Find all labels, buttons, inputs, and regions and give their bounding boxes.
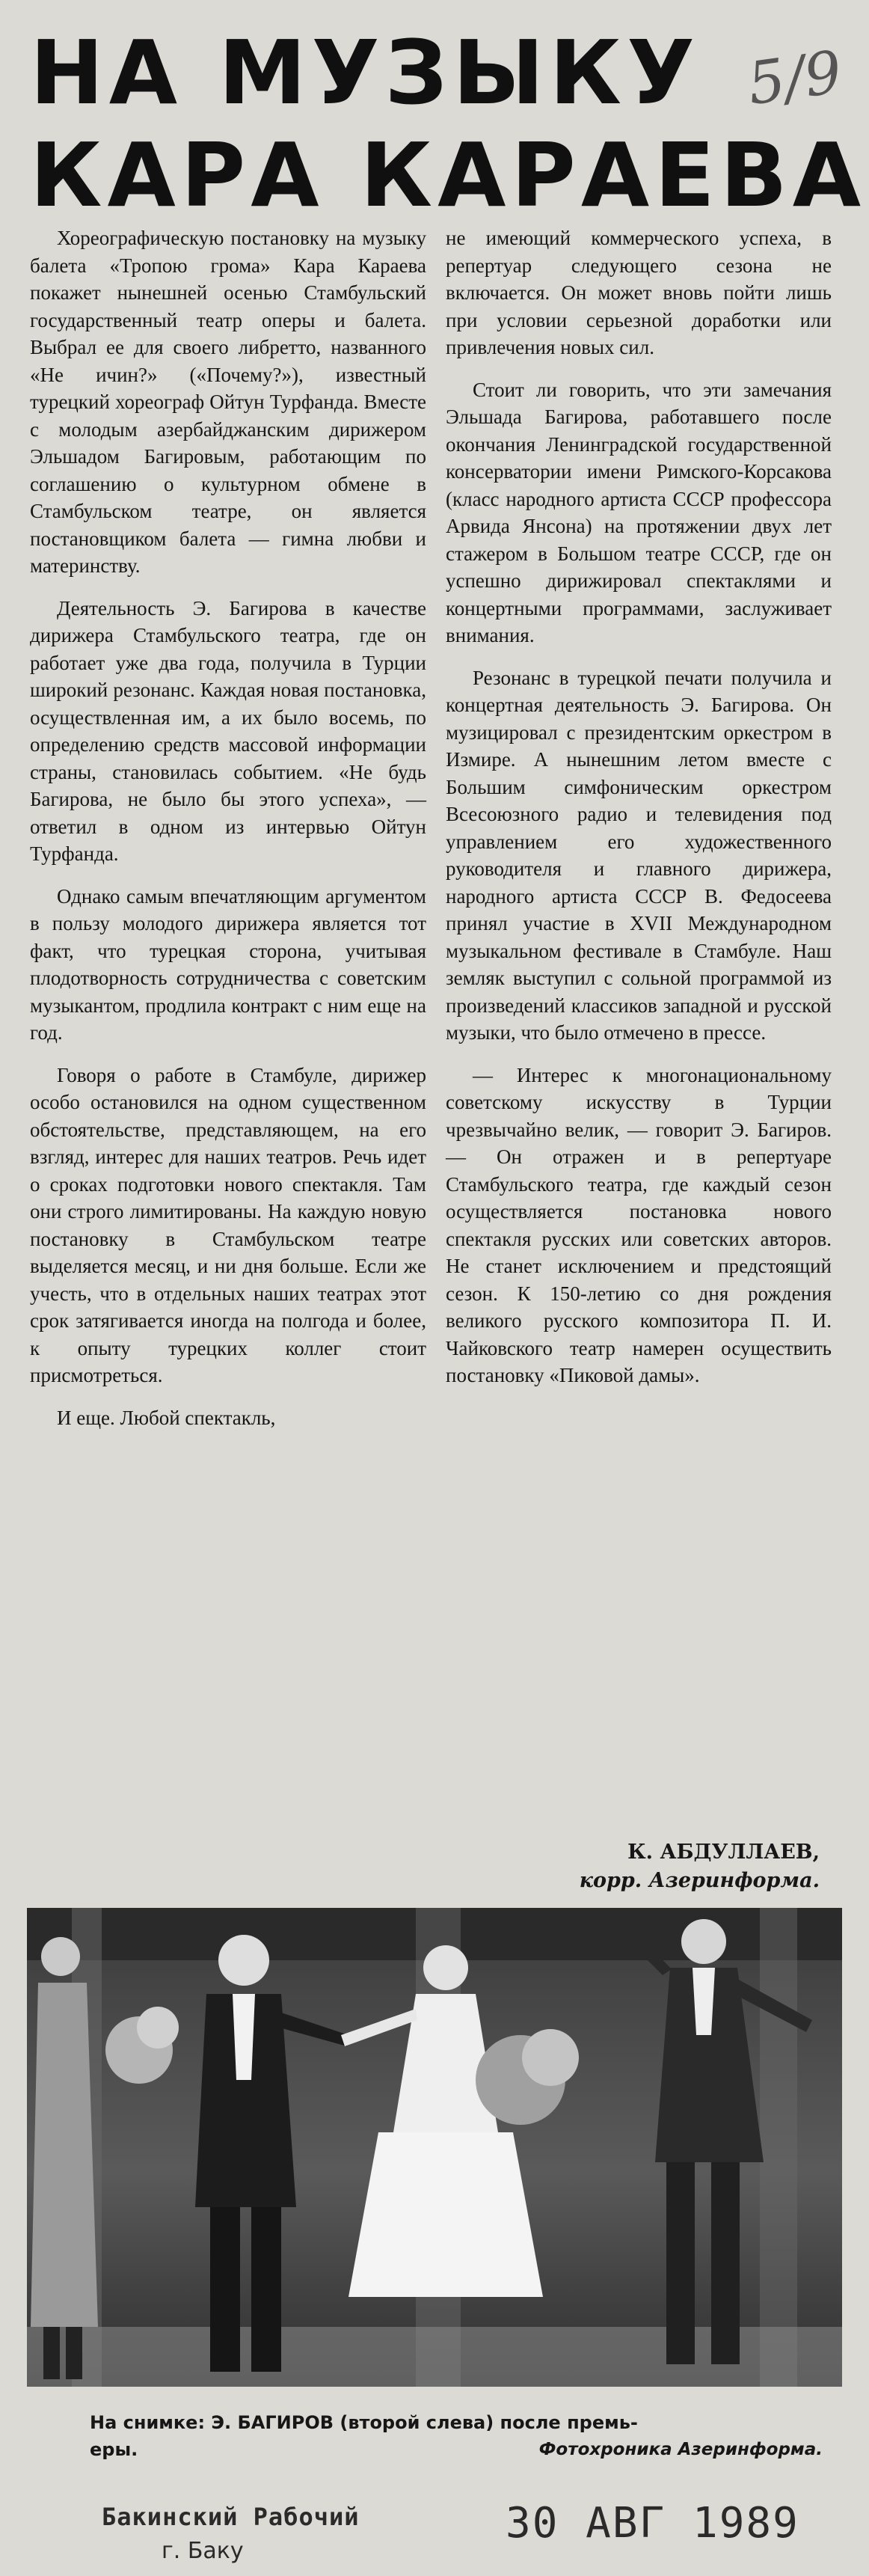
article-paragraph: И еще. Любой спектакль,	[57, 1406, 276, 1429]
stage-photo	[27, 1908, 842, 2387]
article-paragraph: Стоит ли говорить, что эти замечания Эльшада Багирова, работавшего после окончания Ленинградской государственной консерватории имени Римского-Корсакова (класс народного артиста СССР профессора Арвида Янсона) на протяжении двух лет стажером в Большом театре СССР, где он успешно дирижировал спектаклями и концертными программами, заслуживает внимания.	[446, 378, 832, 646]
article-paragraph: Деятельность Э. Багирова в качестве дирижера Стамбульского театра, где он работает уже два года, получила в Турции широкий резонанс. Каждая новая постановка, осуществленная им, а их было восемь, по определению средств массовой информации страны, становилась событием. «Не будь Багирова, не было бы этого успеха», — ответил в одном из интервью Ойтун Турфанда.	[30, 596, 426, 865]
author-signature: К. АБДУЛЛАЕВ,	[627, 1841, 820, 1864]
photo-credit: Фотохроника Азеринформа.	[538, 2440, 823, 2459]
article-paragraph: Резонанс в турецкой печати получила и концертная деятельность Э. Багирова. Он музицировал с президентским оркестром в Измире. А нынешним летом вместе с Большим симфоническим оркестром Всесоюзного радио и телевидения под управлением его художественного руководителя и главного дирижера, народного артиста СССР В. Федосеева принял участие в XVII Международном музыкальном фестивале в Стамбуле. Наш земляк выступил с сольной программой из произведений классиков западной и русской музыки, что было отмечено в прессе.	[446, 666, 832, 1044]
headline-line-2: КАРА КАРАЕВА	[30, 123, 867, 227]
stage-photo-graphic	[27, 1908, 842, 2387]
headline-line-1: НА МУЗЫКУ	[30, 21, 701, 124]
stamp-date: 30 АВГ 1989	[506, 2499, 799, 2548]
article-paragraph: Хореографическую постановку на музыку балета «Тропою грома» Кара Караева покажет нынешней осенью Стамбульский государственный театр оперы и балета. Выбрал ее для своего либретто, названного «Не ичин?» («Почему?»), известный турецкий хореограф Ойтун Турфанда. Вместе с молодым азербайджанским дирижером Эльшадом Багировым, работающим по соглашению о культурном обмене в Стамбульском театре, он является постановщиком балета — гимна любви и материнству.	[30, 227, 426, 577]
author-affiliation: корр. Азеринформа.	[579, 1869, 820, 1892]
stamp-newspaper-name: Бакинский Рабочий	[102, 2503, 360, 2531]
article-paragraph: Однако самым впечатляющим аргументом в пользу молодого дирижера является тот факт, что турецкая сторона, учитывая плодотворность сотрудничества с советским музыкантом, продлила контракт с ним еще на год.	[30, 884, 426, 1044]
article-column-left	[30, 224, 426, 1446]
photo-caption-continued: еры.	[90, 2439, 138, 2460]
handwritten-margin-note: 5/9	[743, 38, 847, 119]
article-paragraph: — Интерес к многонациональному советскому искусству в Турции чрезвычайно велик, — говорит Э. Багиров. — Он отражен и в репертуаре Стамбульского театра, где каждый сезон осуществляется постановка нового спектакля русских или советских авторов. Не станет исключением и предстоящий сезон. К 150-летию со дня рождения великого русского композитора П. И. Чайковского театр намерен осуществить постановку «Пиковой дамы».	[446, 1063, 832, 1386]
photo-caption: На снимке: Э. БАГИРОВ (второй слева) после премь-	[90, 2412, 638, 2433]
article-paragraph: не имеющий коммерческого успеха, в репертуар следующего сезона не включается. Он может вновь пойти лишь при условии серьезной доработки или привлечения новых сил.	[446, 227, 832, 358]
article-column-right	[446, 224, 832, 1404]
stamp-city: г. Баку	[162, 2538, 244, 2564]
article-paragraph: Говоря о работе в Стамбуле, дирижер особо остановился на одном существенном обстоятельстве, представляющем, на его взгляд, интерес для наших театров. Речь идет о сроках подготовки нового спектакля. Там они строго лимитированы. На каждую новую постановку в Стамбульском театре выделяется месяц, и ни дня больше. Если же учесть, что в отдельных наших театрах этот срок затягивается иногда на полгода и более, к опыту турецких коллег стоит присмотреться.	[30, 1063, 426, 1386]
